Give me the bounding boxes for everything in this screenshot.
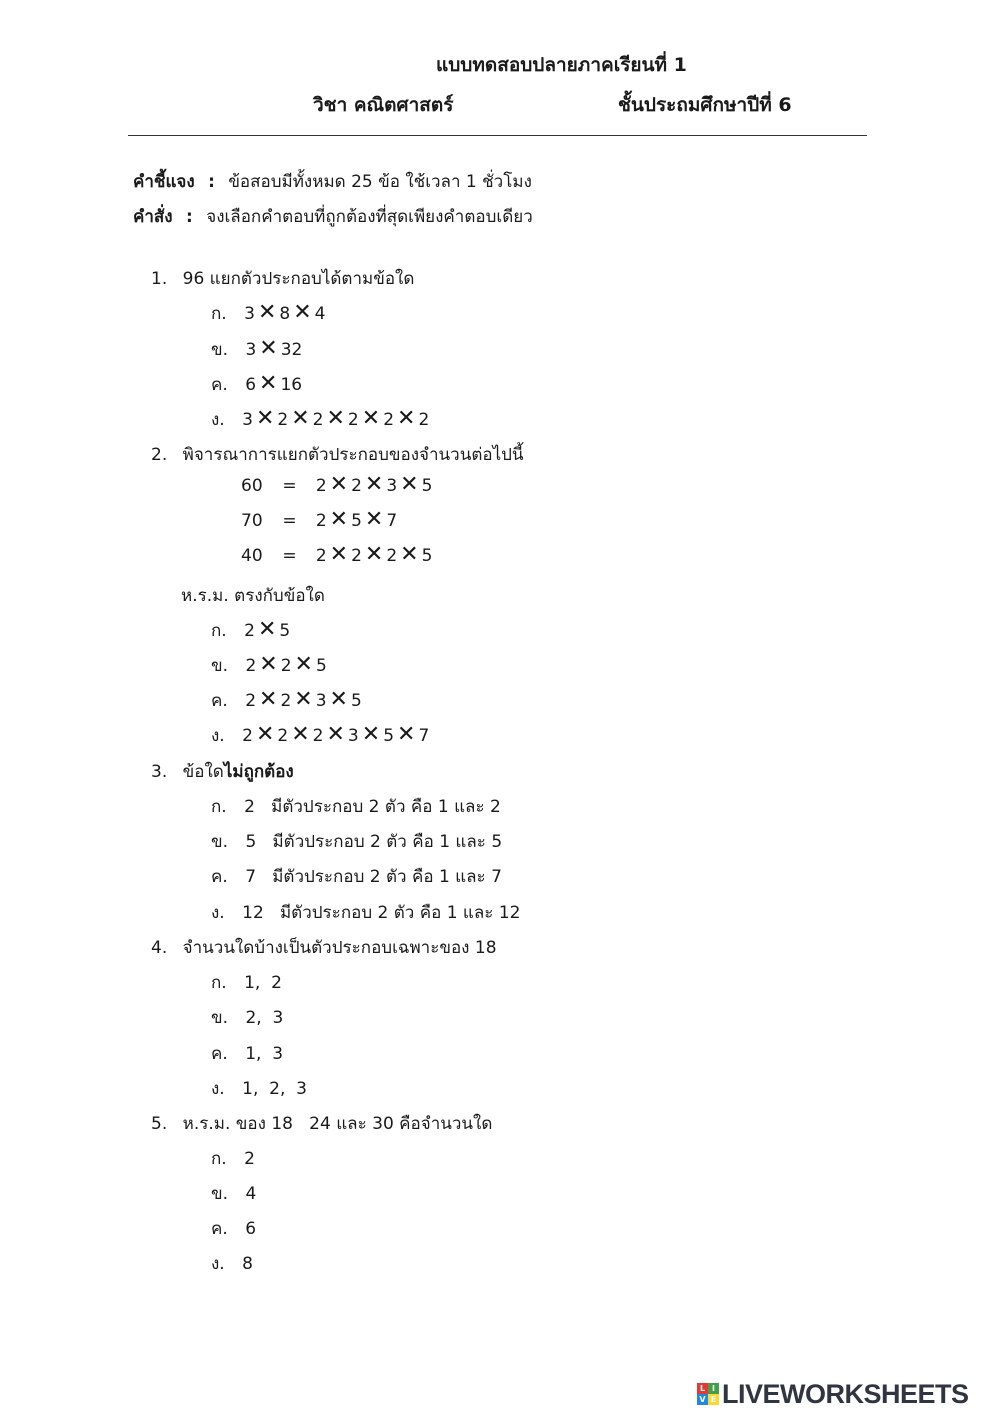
choice-label: ง. <box>211 1254 225 1274</box>
explain-text: ข้อสอบมีทั้งหมด 25 ข้อ ใช้เวลา 1 ชั่วโมง <box>228 172 532 192</box>
factor-value: 2 <box>351 546 362 566</box>
choice-label: ค. <box>211 691 228 711</box>
order-label: คำสั่ง <box>133 207 173 227</box>
question-number: 1. <box>151 269 168 289</box>
subject-label: วิชา คณิตศาสตร์ <box>313 94 454 116</box>
question-text: จำนวนใดบ้างเป็นตัวประกอบเฉพาะของ 18 <box>182 938 497 958</box>
factor-value: 2 <box>277 726 289 746</box>
choice-row[interactable] <box>211 863 502 890</box>
choice-row[interactable] <box>211 1004 283 1031</box>
factor-value: 7 <box>418 726 430 746</box>
times-icon: ✕ <box>294 687 313 712</box>
times-icon: ✕ <box>329 472 349 497</box>
times-icon: ✕ <box>329 687 348 712</box>
choice-row[interactable] <box>211 1040 283 1067</box>
factor-value: 3 <box>245 340 257 360</box>
factor-value: 2 <box>386 546 398 566</box>
choice-label: ข. <box>211 656 229 676</box>
factor-value: 2 <box>347 410 359 430</box>
choice-factors <box>244 617 291 642</box>
grade-label: ชั้นประถมศึกษาปีที่ 6 <box>618 94 792 116</box>
times-icon: ✕ <box>255 722 275 747</box>
choice-label: ข. <box>211 832 229 852</box>
choice-label: ค. <box>211 375 228 395</box>
logo-letter: I <box>708 1383 719 1394</box>
choice-row[interactable] <box>211 371 302 398</box>
choice-row[interactable] <box>211 300 325 327</box>
factor-value: 5 <box>351 511 362 531</box>
factor-value: 2 <box>242 726 253 746</box>
instruction-order <box>133 203 533 230</box>
equation-number: 60 <box>241 476 263 496</box>
choice-text: 2, 3 <box>245 1008 284 1028</box>
choice-row[interactable] <box>211 828 502 855</box>
choice-text: 5 มีตัวประกอบ 2 ตัว คือ 1 และ 5 <box>245 832 503 852</box>
question-5 <box>151 1110 492 1137</box>
question-number: 3. <box>151 762 168 782</box>
logo-mark-icon <box>697 1383 719 1405</box>
equation-factors <box>315 507 398 532</box>
factor-value: 2 <box>418 410 430 430</box>
choice-label: ก. <box>211 973 227 993</box>
logo-text: LIVEWORKSHEETS <box>722 1378 969 1409</box>
times-icon: ✕ <box>326 722 345 747</box>
choice-label: ก. <box>211 797 227 817</box>
factor-value: 2 <box>244 621 255 641</box>
choice-row[interactable] <box>211 969 282 996</box>
choice-factors <box>242 722 430 747</box>
factor-value: 2 <box>245 691 257 711</box>
choice-factors <box>245 687 362 712</box>
times-icon: ✕ <box>364 542 384 567</box>
times-icon: ✕ <box>329 542 349 567</box>
factor-value: 3 <box>347 726 359 746</box>
choice-label: ง. <box>211 903 225 923</box>
choice-text: 2 มีตัวประกอบ 2 ตัว คือ 1 และ 2 <box>244 797 501 817</box>
times-icon: ✕ <box>364 472 384 497</box>
factor-value: 6 <box>245 375 257 395</box>
choice-label: ง. <box>211 410 225 430</box>
question-2 <box>151 441 524 468</box>
choice-row[interactable] <box>211 793 501 820</box>
choice-label: ค. <box>211 1219 228 1239</box>
equation-sign: = <box>282 546 297 566</box>
factor-value: 2 <box>315 476 327 496</box>
factor-value: 2 <box>315 511 327 531</box>
order-text: จงเลือกคำตอบที่ถูกต้องที่สุดเพียงคำตอบเดียว <box>206 207 533 227</box>
choice-text: 7 มีตัวประกอบ 2 ตัว คือ 1 และ 7 <box>245 867 502 887</box>
times-icon: ✕ <box>257 617 277 642</box>
choice-label: ก. <box>211 621 227 641</box>
factor-value: 8 <box>279 304 291 324</box>
choice-row[interactable] <box>211 687 362 714</box>
factor-value: 5 <box>383 726 395 746</box>
question-number: 2. <box>151 445 168 465</box>
choice-row[interactable] <box>211 652 327 679</box>
factor-value: 3 <box>242 410 253 430</box>
times-icon: ✕ <box>400 472 419 497</box>
page-title: แบบทดสอบปลายภาคเรียนที่ 1 <box>436 54 687 76</box>
equation-sign: = <box>282 511 297 531</box>
question-text: 96 แยกตัวประกอบได้ตามข้อใด <box>182 269 415 289</box>
times-icon: ✕ <box>326 406 345 431</box>
logo-letter: L <box>697 1383 708 1394</box>
choice-text: 2 <box>244 1149 255 1169</box>
times-icon: ✕ <box>294 652 313 677</box>
factor-value: 2 <box>280 691 292 711</box>
choice-row[interactable] <box>211 406 429 433</box>
choice-text: 6 <box>245 1219 257 1239</box>
choice-label: ง. <box>211 726 225 746</box>
equation-sign: = <box>282 476 297 496</box>
choice-row[interactable] <box>211 617 290 644</box>
factor-value: 7 <box>386 511 398 531</box>
factor-value: 5 <box>279 621 291 641</box>
question-text: ห.ร.ม. ของ 18 24 และ 30 คือจำนวนใด <box>182 1114 493 1134</box>
choice-label: ก. <box>211 1149 227 1169</box>
explain-label: คำชี้แจง <box>133 172 195 192</box>
factor-value: 2 <box>312 726 324 746</box>
instruction-explain <box>133 168 532 195</box>
factor-value: 5 <box>421 546 433 566</box>
question-1 <box>151 265 414 292</box>
factor-value: 5 <box>421 476 433 496</box>
times-icon: ✕ <box>259 652 278 677</box>
choice-text: 8 <box>242 1254 253 1274</box>
choice-row[interactable] <box>211 1075 307 1102</box>
times-icon: ✕ <box>364 507 384 532</box>
equation-number: 40 <box>241 546 263 566</box>
choice-factors <box>244 300 326 325</box>
choice-label: ข. <box>211 340 229 360</box>
times-icon: ✕ <box>259 371 278 396</box>
choice-text: 12 มีตัวประกอบ 2 ตัว คือ 1 และ 12 <box>242 903 521 923</box>
header-divider <box>128 135 867 136</box>
choice-label: ข. <box>211 1184 229 1204</box>
factor-value: 32 <box>280 340 303 360</box>
factor-value: 2 <box>383 410 395 430</box>
choice-factors <box>245 371 303 396</box>
choice-label: ง. <box>211 1079 225 1099</box>
explain-sep: : <box>208 172 215 192</box>
choice-text: 1, 3 <box>245 1044 284 1064</box>
factor-value: 3 <box>386 476 398 496</box>
equation-factors <box>315 472 433 497</box>
factor-value: 16 <box>280 375 303 395</box>
choice-factors <box>245 336 303 361</box>
times-icon: ✕ <box>259 687 278 712</box>
choice-label: ก. <box>211 304 227 324</box>
choice-row[interactable] <box>211 1215 256 1242</box>
times-icon: ✕ <box>291 722 310 747</box>
question-number: 5. <box>151 1114 168 1134</box>
times-icon: ✕ <box>257 300 277 325</box>
choice-label: ค. <box>211 867 228 887</box>
choice-text: 1, 2, 3 <box>242 1079 307 1099</box>
liveworksheets-logo[interactable] <box>697 1378 969 1410</box>
equation-factors <box>315 542 433 567</box>
times-icon: ✕ <box>329 507 349 532</box>
factor-value: 2 <box>351 476 362 496</box>
factor-value: 4 <box>314 304 326 324</box>
factor-value: 5 <box>315 656 327 676</box>
question-text: พิจารณาการแยกตัวประกอบของจำนวนต่อไปนี้ <box>182 445 524 465</box>
times-icon: ✕ <box>400 542 419 567</box>
equation-row <box>241 507 398 532</box>
times-icon: ✕ <box>259 336 278 361</box>
question-3 <box>151 758 294 785</box>
times-icon: ✕ <box>397 722 416 747</box>
choice-row[interactable] <box>211 336 302 363</box>
times-icon: ✕ <box>291 406 310 431</box>
choice-label: ค. <box>211 1044 228 1064</box>
question-emphasis: ไม่ถูกต้อง <box>223 762 294 782</box>
logo-letter: E <box>708 1394 719 1405</box>
choice-factors <box>245 652 327 677</box>
factor-value: 2 <box>315 546 327 566</box>
equation-row <box>241 542 433 567</box>
sub-question: ห.ร.ม. ตรงกับข้อใด <box>181 586 325 606</box>
choice-row[interactable] <box>211 1180 256 1207</box>
factor-value: 2 <box>312 410 324 430</box>
equation-number: 70 <box>241 511 263 531</box>
times-icon: ✕ <box>361 722 381 747</box>
factor-value: 2 <box>277 410 289 430</box>
factor-value: 3 <box>244 304 255 324</box>
logo-letter: V <box>697 1394 708 1405</box>
question-number: 4. <box>151 938 168 958</box>
question-text: ข้อใด <box>182 762 224 782</box>
choice-label: ข. <box>211 1008 229 1028</box>
factor-value: 2 <box>245 656 257 676</box>
choice-row[interactable] <box>211 899 520 926</box>
choice-row[interactable] <box>211 1145 255 1172</box>
factor-value: 5 <box>350 691 362 711</box>
order-sep: : <box>186 207 193 227</box>
factor-value: 2 <box>280 656 292 676</box>
times-icon: ✕ <box>361 406 381 431</box>
times-icon: ✕ <box>397 406 416 431</box>
factor-value: 3 <box>315 691 327 711</box>
equation-row <box>241 472 433 497</box>
choice-text: 4 <box>245 1184 257 1204</box>
choice-row[interactable] <box>211 722 429 749</box>
choice-text: 1, 2 <box>244 973 282 993</box>
choice-factors <box>242 406 430 431</box>
times-icon: ✕ <box>293 300 312 325</box>
times-icon: ✕ <box>255 406 275 431</box>
question-4 <box>151 934 497 961</box>
choice-row[interactable] <box>211 1250 253 1277</box>
